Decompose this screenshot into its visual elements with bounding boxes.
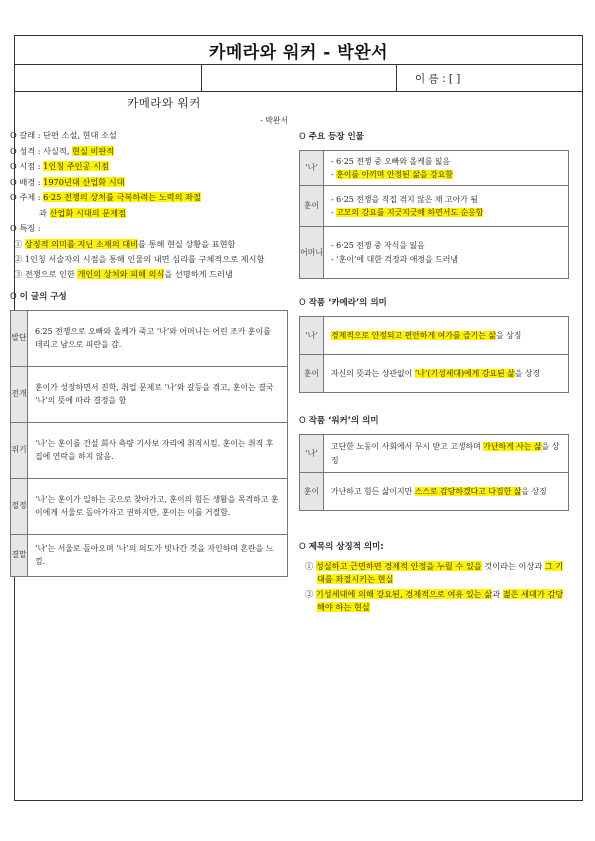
stage-label: 결말 [11, 534, 28, 576]
viewpoint-highlight: 1인칭 주인공 시점 [43, 161, 109, 171]
camera-heading [299, 297, 569, 310]
walker-pre: 가난하고 힘든 삶이지만 [331, 486, 415, 496]
walker-label: ‘나’ [300, 435, 324, 473]
character-line [331, 168, 561, 182]
nature-prefix: O 성격 : 사실적, [10, 145, 73, 156]
table-row [300, 435, 569, 473]
table-row [11, 478, 288, 534]
camera-pre: 자신의 뜻과는 상관없이 [331, 368, 415, 378]
character-desc [324, 151, 569, 186]
character-line-highlight: 훈이를 아끼며 안정된 삶을 강요함 [336, 170, 453, 179]
characters-table [299, 150, 569, 279]
feature3-rest: 을 선명하게 드러냄 [164, 268, 233, 279]
table-row [300, 355, 569, 393]
section-bullet-icon: O [299, 542, 306, 552]
camera-rest: 을 상징 [496, 330, 522, 340]
section-bullet-icon: O [10, 291, 17, 302]
symbol1-num: ① [305, 561, 316, 571]
character-line: - 6·25 전쟁 중 오빠와 올케를 잃음 [331, 156, 451, 166]
symbol1-highlight: 성실하고 근면하면 경제적 안정을 누릴 수 있을 [315, 561, 482, 571]
character-line [331, 206, 561, 220]
character-line: - 6·25 전쟁을 직접 겪지 않은 채 고아가 됨 [331, 194, 479, 204]
nature-line [10, 145, 288, 158]
stage-text: 6.25 전쟁으로 오빠와 올케가 죽고 ‘나’와 어머니는 어린 조카 훈이를 데리고 남으로 피란을 감. [28, 310, 288, 366]
theme-highlight: 6·25 전쟁의 상처를 극복하려는 노력의 좌절 [43, 192, 201, 202]
symbol2-highlight: 기성세대에 의해 강요된, 경제적으로 여유 있는 삶 [315, 589, 493, 599]
symbol1-mid2: 과 [534, 561, 545, 571]
author-line: - 박완서 [260, 116, 288, 125]
symbol-item-1 [299, 560, 569, 586]
stage-text: ‘나’는 훈이가 일하는 곳으로 찾아가고, 훈이의 힘든 생활을 목격하고 훈이에게 서울로 돌아가자고 권하지만, 훈이는 이를 거절함. [28, 478, 288, 534]
right-column [299, 97, 569, 616]
stage-text: ‘나’는 훈이를 건설 회사 측량 기사보 자리에 취직시킴. 훈이는 취직 후 집에 연락을 하지 않음. [28, 422, 288, 478]
table-row [300, 186, 569, 227]
camera-desc [324, 317, 569, 355]
character-desc [324, 186, 569, 227]
genre-line: O 갈래 : 단편 소설, 현대 소설 [10, 130, 117, 140]
structure-table [10, 310, 288, 577]
theme-prefix: O 주제 : [10, 192, 44, 202]
table-row [300, 317, 569, 355]
walker-pre: 고단한 노동이 사회에서 무시 받고 고생하며 [331, 442, 484, 451]
table-row [300, 151, 569, 186]
section-bullet-icon: O [299, 298, 306, 308]
symbol2-mid: 과 [492, 589, 503, 599]
features-label: O 특징 : [10, 223, 41, 233]
walker-highlight: 가난하게 사는 삶 [483, 442, 542, 451]
feature1-highlight: 상징적 의미를 지닌 소재의 대비 [24, 238, 139, 249]
background-prefix: O 배경 : [10, 176, 44, 187]
walker-desc [324, 435, 569, 473]
symbol2-num: ② [305, 589, 316, 599]
theme-line-2 [10, 207, 288, 220]
feature1-rest: 를 통해 현실 상황을 표현함 [138, 238, 236, 249]
feature3-pre: ③ 전쟁으로 인한 [14, 268, 78, 279]
symbol1-highlight-2: 그 기대를 좌절시키는 현실 [317, 561, 564, 584]
camera-label: 훈이 [300, 355, 324, 393]
stage-label: 발단 [11, 310, 28, 366]
symbol-title: 제목의 상징적 의미: [308, 542, 384, 552]
walker-highlight: 스스로 감당하겠다고 다짐한 삶 [414, 486, 522, 496]
theme-line [10, 191, 288, 204]
background-line [10, 176, 288, 189]
name-field[interactable] [397, 65, 582, 91]
camera-label: ‘나’ [300, 317, 324, 355]
work-title: 카메라와 워커 [127, 96, 201, 110]
name-label: 이 름 : [ ] [415, 72, 461, 85]
section-bullet-icon: O [299, 416, 306, 426]
character-line-pre: - [331, 170, 337, 179]
character-label: 훈이 [300, 186, 324, 227]
structure-title: 이 글의 구성 [19, 291, 67, 302]
table-row [11, 366, 288, 422]
character-desc [324, 227, 569, 279]
feature-2: ② 1인칭 서술자의 시점을 통해 인물의 내면 심리를 구체적으로 제시함 [14, 253, 265, 264]
walker-label: 훈이 [300, 473, 324, 511]
section-bullet-icon: O [299, 132, 306, 142]
symbol2-highlight-2: 젊은 세대가 감당해야 하는 현실 [317, 589, 564, 612]
characters-heading [299, 131, 569, 144]
table-row [11, 310, 288, 366]
symbol-heading [299, 541, 569, 554]
background-highlight: 1970년대 산업화 시대 [43, 176, 125, 187]
character-line-highlight: 고모의 강요를 지긋지긋해 하면서도 순응함 [336, 208, 484, 217]
character-label: ‘나’ [300, 151, 324, 186]
theme2-prefix: 과 [39, 207, 50, 218]
characters-title: 주요 등장 인물 [308, 132, 364, 142]
walker-title: 작품 ‘워커’의 의미 [308, 416, 379, 426]
structure-heading [10, 291, 288, 304]
walker-rest: 을 상징 [331, 442, 560, 465]
table-row [11, 422, 288, 478]
info-cell-2[interactable] [202, 65, 397, 91]
walker-heading [299, 415, 569, 428]
viewpoint-line [10, 160, 288, 173]
character-line: - ‘훈이’에 대한 걱정과 애정을 드러냄 [331, 254, 458, 264]
stage-text: 훈이가 성장하면서 진학, 취업 문제로 ‘나’와 갈등을 겪고, 훈이는 결국 ‘나’의 뜻에 따라 결정을 함 [28, 366, 288, 422]
camera-highlight: ‘나’(기성세대)에게 강요된 삶 [414, 368, 515, 378]
feature1-num: ① [14, 238, 25, 249]
symbol1-mid: 것이라는 이상 [481, 561, 535, 571]
character-line-pre: - [331, 208, 337, 217]
info-cell-1[interactable] [15, 65, 202, 91]
page-title: 카메라와 워커 - 박완서 [208, 42, 389, 63]
nature-highlight: 현실 비판적 [72, 145, 115, 156]
table-row [11, 534, 288, 576]
character-label: 어머니 [300, 227, 324, 279]
table-row [300, 473, 569, 511]
camera-highlight: 경제적으로 안정되고 편안하게 여가를 즐기는 삶 [331, 330, 496, 340]
walker-table [299, 434, 569, 511]
stage-label: 위기 [11, 422, 28, 478]
stage-text: ‘나’는 서울로 돌아오며 ‘나’의 의도가 빗나간 것을 자인하며 혼란을 느낌. [28, 534, 288, 576]
viewpoint-prefix: O 시점 : [10, 161, 44, 171]
symbol-item-2 [299, 588, 569, 614]
stage-label: 전개 [11, 366, 28, 422]
camera-desc [324, 355, 569, 393]
feature3-highlight: 개인의 상처와 피해 의식 [77, 268, 165, 279]
feature-3 [10, 268, 288, 281]
camera-table [299, 316, 569, 393]
title-row [15, 36, 582, 65]
walker-desc [324, 473, 569, 511]
character-line: - 6·25 전쟁 중 자식을 잃음 [331, 241, 425, 250]
stage-label: 절정 [11, 478, 28, 534]
table-row [300, 227, 569, 279]
feature-1 [10, 238, 288, 251]
theme2-highlight: 산업화 시대의 문제점 [49, 207, 126, 218]
camera-title: 작품 ‘카메라’의 의미 [308, 298, 387, 308]
left-column [10, 97, 288, 577]
walker-rest: 을 상징 [521, 486, 547, 496]
info-row [15, 65, 582, 92]
camera-rest: 을 상징 [514, 368, 541, 378]
